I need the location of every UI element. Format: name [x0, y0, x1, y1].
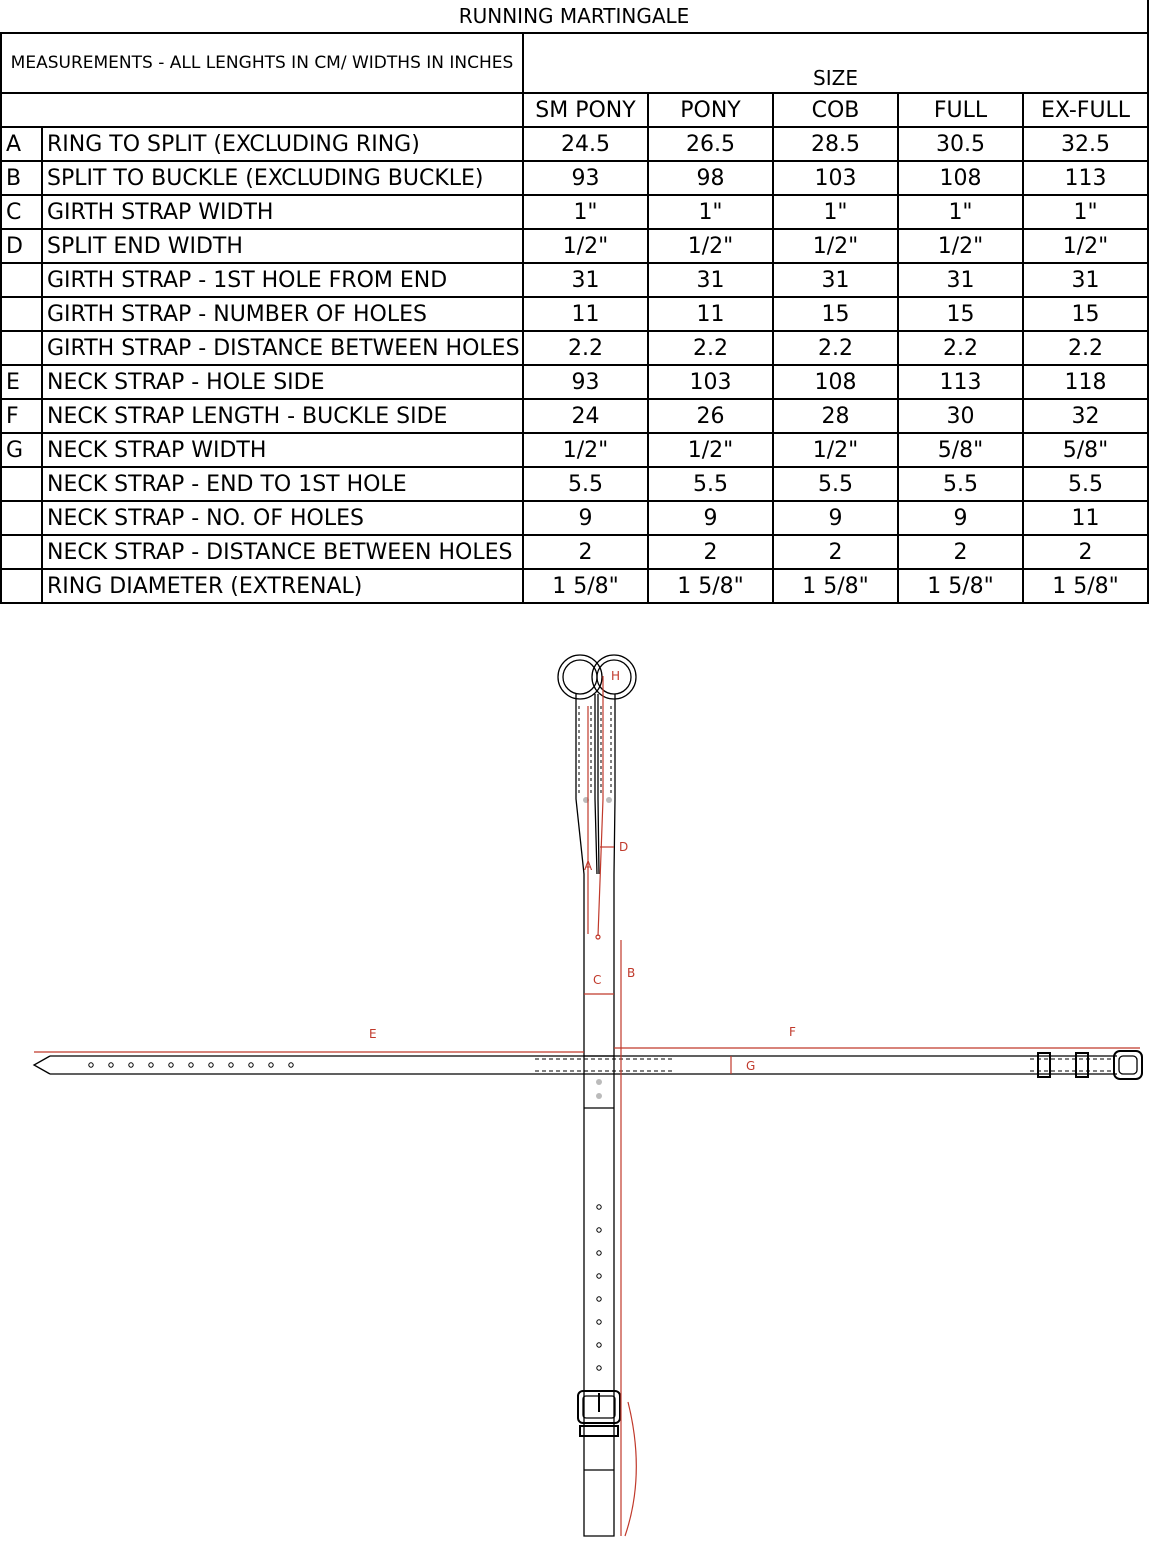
row-value-cell: 113	[1023, 161, 1148, 195]
left-split-strap-edge	[595, 694, 597, 874]
neck-strap-hole	[89, 1063, 93, 1067]
row-measurement-name: NECK STRAP LENGTH - BUCKLE SIDE	[42, 399, 523, 433]
row-value-cell: 30.5	[898, 127, 1023, 161]
size-header: SIZE	[523, 33, 1148, 93]
row-value-cell: 2	[773, 535, 898, 569]
diagram-label-b: B	[627, 966, 636, 980]
size-col-header: EX-FULL	[1023, 93, 1148, 127]
table-row	[1, 569, 1148, 603]
neck-strap-hole	[149, 1063, 153, 1067]
neck-strap-hole	[289, 1063, 293, 1067]
row-value-cell: 5/8"	[1023, 433, 1148, 467]
table-row	[1, 229, 1148, 263]
row-value-cell: 103	[773, 161, 898, 195]
row-value-cell: 26	[648, 399, 773, 433]
row-value-cell: 9	[648, 501, 773, 535]
right-split-strap-edge	[614, 694, 615, 924]
blank-header-cell	[1, 93, 523, 127]
row-value-cell: 11	[1023, 501, 1148, 535]
table-row	[1, 195, 1148, 229]
girth-strap-hole	[597, 1205, 601, 1209]
row-value-cell: 5.5	[648, 467, 773, 501]
row-letter: F	[1, 399, 42, 433]
girth-strap-hole	[597, 1343, 601, 1347]
row-value-cell: 5.5	[898, 467, 1023, 501]
girth-strap-hole	[597, 1228, 601, 1232]
row-letter: G	[1, 433, 42, 467]
row-value-cell: 1"	[648, 195, 773, 229]
row-letter	[1, 501, 42, 535]
diagram-label-a: A	[584, 859, 593, 873]
row-value-cell: 31	[773, 263, 898, 297]
girth-strap-hole	[597, 1251, 601, 1255]
size-col-header: PONY	[648, 93, 773, 127]
row-value-cell: 1/2"	[523, 229, 648, 263]
left-split-strap	[576, 694, 584, 924]
row-value-cell: 31	[1023, 263, 1148, 297]
row-value-cell: 2.2	[1023, 331, 1148, 365]
row-value-cell: 1 5/8"	[898, 569, 1023, 603]
row-value-cell: 1/2"	[1023, 229, 1148, 263]
girth-strap-hole	[597, 1320, 601, 1324]
row-letter: C	[1, 195, 42, 229]
girth-strap-hole	[597, 1366, 601, 1370]
row-measurement-name: SPLIT END WIDTH	[42, 229, 523, 263]
row-value-cell: 9	[773, 501, 898, 535]
row-value-cell: 30	[898, 399, 1023, 433]
neck-strap-hole	[269, 1063, 273, 1067]
neck-buckle	[1114, 1051, 1142, 1079]
table-row	[1, 297, 1148, 331]
row-value-cell: 2.2	[648, 331, 773, 365]
size-chart-table	[0, 0, 1149, 604]
row-value-cell: 26.5	[648, 127, 773, 161]
dim-arc	[625, 1402, 636, 1536]
table-title: RUNNING MARTINGALE	[1, 0, 1148, 33]
table-row	[1, 365, 1148, 399]
row-letter	[1, 297, 42, 331]
row-letter	[1, 569, 42, 603]
table-row	[1, 331, 1148, 365]
grey-stitch-dot	[596, 1079, 602, 1085]
row-value-cell: 1/2"	[523, 433, 648, 467]
row-measurement-name: NECK STRAP WIDTH	[42, 433, 523, 467]
row-letter	[1, 535, 42, 569]
row-value-cell: 11	[523, 297, 648, 331]
row-value-cell: 1"	[898, 195, 1023, 229]
row-value-cell: 1"	[523, 195, 648, 229]
row-value-cell: 1/2"	[773, 433, 898, 467]
row-measurement-name: NECK STRAP - HOLE SIDE	[42, 365, 523, 399]
neck-strap-hole	[109, 1063, 113, 1067]
diagram-label-c: C	[593, 973, 602, 987]
row-value-cell: 1 5/8"	[1023, 569, 1148, 603]
size-col-header: SM PONY	[523, 93, 648, 127]
row-value-cell: 5.5	[1023, 467, 1148, 501]
row-letter: B	[1, 161, 42, 195]
row-measurement-name: RING TO SPLIT (EXCLUDING RING)	[42, 127, 523, 161]
grey-stitch-dot	[596, 1093, 602, 1099]
table-row	[1, 535, 1148, 569]
table-row	[1, 433, 1148, 467]
martingale-diagram	[0, 644, 1149, 1544]
neck-strap-hole	[249, 1063, 253, 1067]
row-measurement-name: RING DIAMETER (EXTRENAL)	[42, 569, 523, 603]
diagram-label-g: G	[746, 1059, 756, 1073]
row-value-cell: 98	[648, 161, 773, 195]
row-value-cell: 1/2"	[648, 433, 773, 467]
row-measurement-name: NECK STRAP - END TO 1ST HOLE	[42, 467, 523, 501]
row-value-cell: 1 5/8"	[773, 569, 898, 603]
grey-stitch-dot	[606, 797, 612, 803]
row-letter	[1, 467, 42, 501]
row-measurement-name: NECK STRAP - NO. OF HOLES	[42, 501, 523, 535]
row-value-cell: 24.5	[523, 127, 648, 161]
row-value-cell: 31	[648, 263, 773, 297]
table-row	[1, 263, 1148, 297]
diagram-label-h: H	[611, 669, 621, 683]
diagram-label-e: E	[369, 1027, 377, 1041]
row-value-cell: 1 5/8"	[648, 569, 773, 603]
row-value-cell: 1 5/8"	[523, 569, 648, 603]
row-value-cell: 15	[773, 297, 898, 331]
row-value-cell: 93	[523, 365, 648, 399]
row-value-cell: 1/2"	[898, 229, 1023, 263]
neck-strap-hole	[229, 1063, 233, 1067]
neck-buckle-inner	[1119, 1056, 1137, 1074]
size-col-header: FULL	[898, 93, 1023, 127]
row-value-cell: 108	[898, 161, 1023, 195]
neck-strap-hole	[209, 1063, 213, 1067]
table-row	[1, 127, 1148, 161]
size-col-header: COB	[773, 93, 898, 127]
row-letter	[1, 263, 42, 297]
girth-keeper	[580, 1426, 618, 1436]
row-value-cell: 2	[648, 535, 773, 569]
row-value-cell: 31	[523, 263, 648, 297]
row-value-cell: 5.5	[523, 467, 648, 501]
row-value-cell: 1"	[773, 195, 898, 229]
row-value-cell: 32.5	[1023, 127, 1148, 161]
row-value-cell: 31	[898, 263, 1023, 297]
row-letter: A	[1, 127, 42, 161]
row-value-cell: 118	[1023, 365, 1148, 399]
row-value-cell: 2	[523, 535, 648, 569]
neck-strap-body	[34, 1056, 1117, 1074]
row-value-cell: 2	[898, 535, 1023, 569]
table-row	[1, 161, 1148, 195]
row-letter	[1, 331, 42, 365]
neck-strap-hole	[129, 1063, 133, 1067]
row-value-cell: 5.5	[773, 467, 898, 501]
row-value-cell: 15	[898, 297, 1023, 331]
row-value-cell: 11	[648, 297, 773, 331]
measurements-note: MEASUREMENTS - ALL LENGHTS IN CM/ WIDTHS IN INCHES	[1, 33, 523, 93]
row-value-cell: 32	[1023, 399, 1148, 433]
table-row	[1, 399, 1148, 433]
row-value-cell: 1"	[1023, 195, 1148, 229]
table-row	[1, 467, 1148, 501]
row-value-cell: 108	[773, 365, 898, 399]
row-value-cell: 1/2"	[648, 229, 773, 263]
row-measurement-name: NECK STRAP - DISTANCE BETWEEN HOLES	[42, 535, 523, 569]
row-value-cell: 15	[1023, 297, 1148, 331]
row-letter: D	[1, 229, 42, 263]
row-letter: E	[1, 365, 42, 399]
row-value-cell: 2.2	[773, 331, 898, 365]
row-value-cell: 93	[523, 161, 648, 195]
row-value-cell: 9	[523, 501, 648, 535]
neck-strap-stitching	[535, 1059, 1115, 1071]
dim-point	[596, 935, 600, 939]
row-value-cell: 28.5	[773, 127, 898, 161]
right-split-strap	[598, 694, 599, 874]
row-measurement-name: GIRTH STRAP - 1ST HOLE FROM END	[42, 263, 523, 297]
row-measurement-name: GIRTH STRAP WIDTH	[42, 195, 523, 229]
row-value-cell: 9	[898, 501, 1023, 535]
row-value-cell: 2	[1023, 535, 1148, 569]
diagram-label-d: D	[619, 840, 629, 854]
row-value-cell: 113	[898, 365, 1023, 399]
row-measurement-name: GIRTH STRAP - DISTANCE BETWEEN HOLES	[42, 331, 523, 365]
neck-strap-hole	[189, 1063, 193, 1067]
row-value-cell: 28	[773, 399, 898, 433]
row-value-cell: 5/8"	[898, 433, 1023, 467]
row-value-cell: 103	[648, 365, 773, 399]
left-ring	[558, 655, 602, 699]
row-measurement-name: GIRTH STRAP - NUMBER OF HOLES	[42, 297, 523, 331]
row-value-cell: 24	[523, 399, 648, 433]
diagram-label-f: F	[789, 1025, 796, 1039]
row-value-cell: 1/2"	[773, 229, 898, 263]
girth-strap-hole	[597, 1274, 601, 1278]
row-value-cell: 2.2	[523, 331, 648, 365]
table-row	[1, 501, 1148, 535]
girth-strap-hole	[597, 1297, 601, 1301]
row-value-cell: 2.2	[898, 331, 1023, 365]
row-measurement-name: SPLIT TO BUCKLE (EXCLUDING BUCKLE)	[42, 161, 523, 195]
neck-strap-hole	[169, 1063, 173, 1067]
